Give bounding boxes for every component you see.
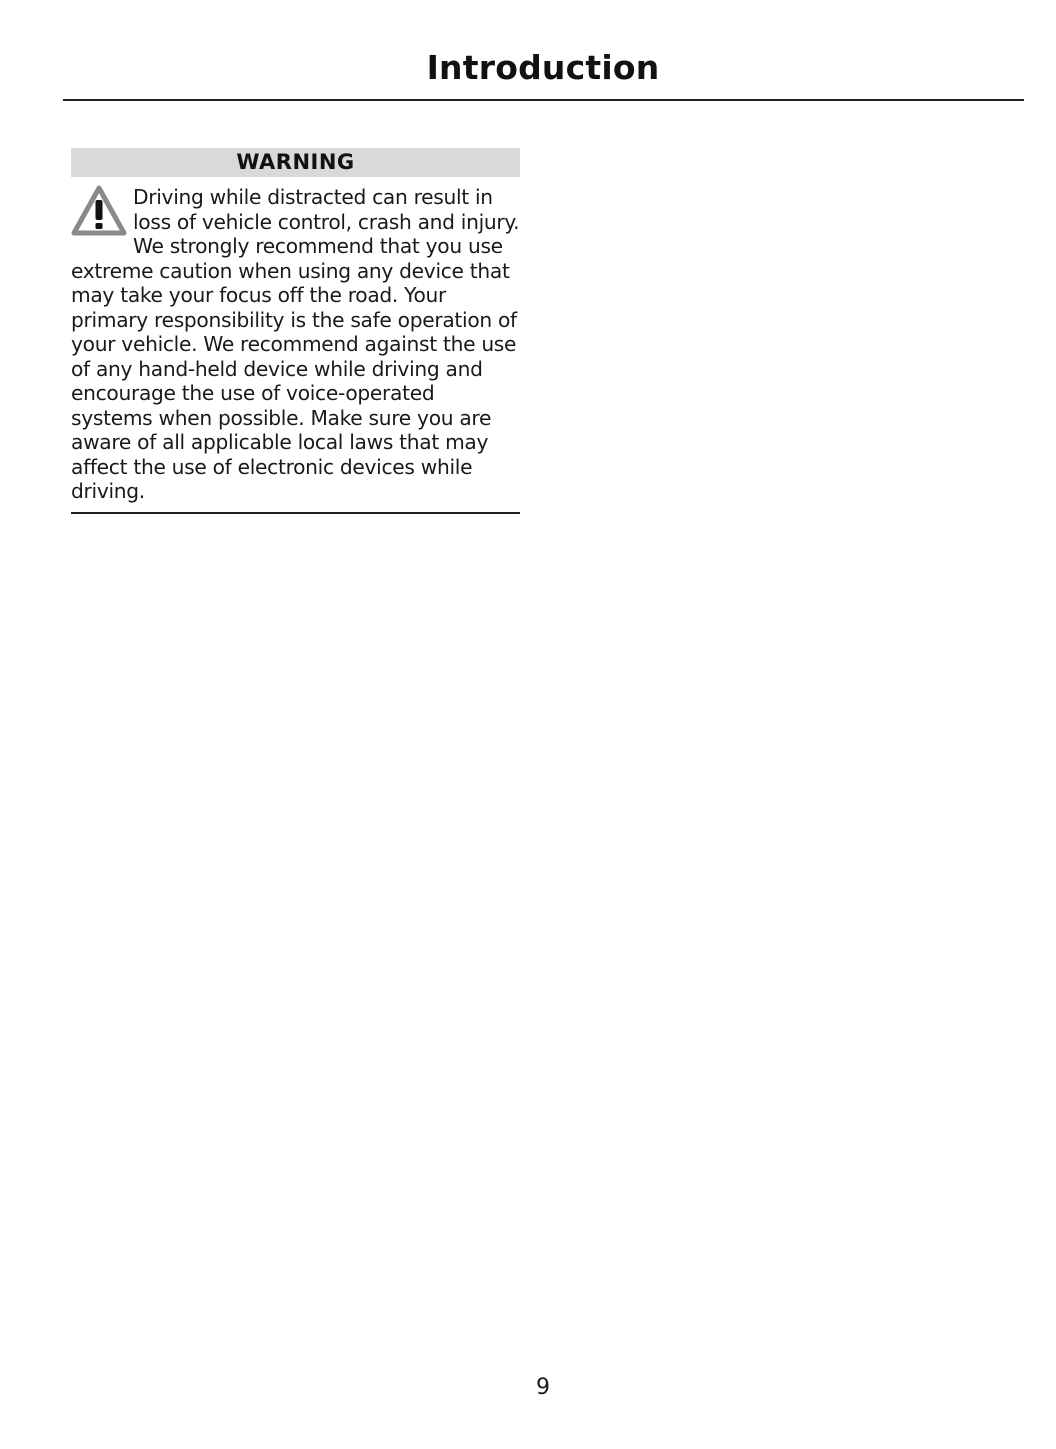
warning-box — [71, 148, 520, 514]
warning-text: Driving while distracted can result in loss of vehicle control, crash and injury. We strongly recommend that you use extreme caution when using any device that may take your focus off the road. Your primary responsibility is the safe operation of your vehicle. We recommend against the use of any hand-held device while driving and encourage the use of voice-operated systems when possible. Make sure you are aware of all applicable local laws that may affect the use of electronic devices while driving. — [71, 185, 520, 503]
warning-bottom-divider — [71, 512, 520, 514]
warning-body — [71, 185, 520, 504]
page-number: 9 — [536, 1375, 550, 1400]
page-title: Introduction — [426, 48, 660, 87]
title-divider — [63, 99, 1024, 101]
warning-heading: WARNING — [71, 148, 520, 177]
warning-triangle-icon — [71, 185, 127, 237]
